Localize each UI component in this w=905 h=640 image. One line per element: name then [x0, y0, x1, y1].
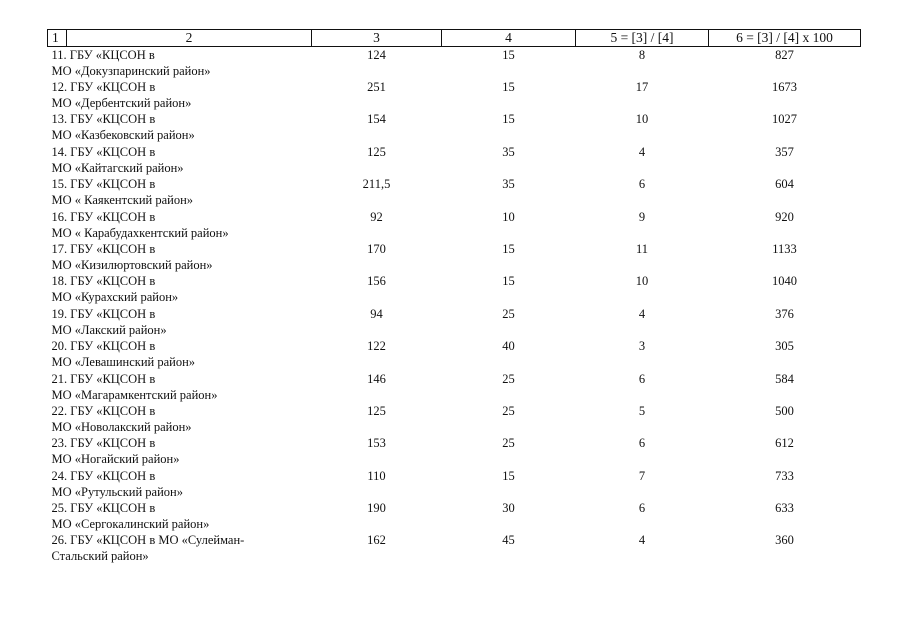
value-cell-c4: 25 — [502, 436, 515, 451]
value-cell-c6: 305 — [775, 339, 794, 354]
institution-name-cell — [48, 532, 312, 564]
institution-name-line2: МО «Новолакский район» — [51, 419, 192, 434]
value-cell-c6: 500 — [775, 403, 794, 418]
institution-name-cell — [48, 403, 312, 435]
value-cell-c4: 45 — [502, 533, 515, 548]
institution-name-cell — [48, 273, 312, 305]
value-cell-c3: 94 — [370, 306, 383, 321]
value-cell-c6: 1673 — [772, 80, 797, 94]
value-cell-c4: 35 — [502, 144, 515, 159]
value-cell-c5: 10 — [635, 274, 649, 289]
header-row — [48, 30, 861, 47]
value-cell-c5: 6 — [638, 371, 646, 386]
institution-name-cell — [48, 500, 312, 532]
institution-name-line2: МО «Лакский район» — [51, 322, 167, 337]
value-cell-c5: 17 — [635, 80, 649, 94]
institution-name-line2: МО «Дербентский район» — [51, 96, 192, 110]
institution-name-cell — [48, 338, 312, 370]
institution-name-line2: МО «Магарамкентский район» — [51, 387, 218, 402]
value-cell-c5: 11 — [635, 241, 649, 256]
table-row — [48, 79, 861, 111]
value-cell-c5: 4 — [638, 144, 646, 159]
header-col-3: 3 — [312, 30, 442, 47]
table-row — [48, 47, 861, 80]
institution-name-line1: 24. ГБУ «КЦСОН в — [51, 468, 156, 483]
value-cell-c4: 10 — [502, 209, 515, 224]
table-row — [48, 111, 861, 143]
table-row — [48, 241, 861, 273]
value-cell-c6: 376 — [775, 306, 794, 321]
value-cell-c6: 612 — [775, 436, 794, 451]
table-row — [48, 468, 861, 500]
value-cell-c3: 211,5 — [362, 177, 391, 192]
value-cell-c5: 7 — [638, 468, 646, 483]
institution-name-line1: 21. ГБУ «КЦСОН в — [51, 371, 156, 386]
value-cell-c6: 604 — [775, 177, 794, 192]
institution-name-line2: Стальский район» — [51, 549, 149, 564]
institution-name-line2: МО «Кайтагский район» — [51, 160, 184, 175]
institution-name-line1: 14. ГБУ «КЦСОН в — [51, 144, 156, 159]
value-cell-c4: 35 — [502, 177, 515, 192]
value-cell-c6: 827 — [775, 48, 794, 62]
institution-name-line2: МО «Ногайский район» — [51, 452, 180, 467]
value-cell-c5: 6 — [638, 436, 646, 451]
institution-name-line1: 12. ГБУ «КЦСОН в — [51, 80, 156, 94]
data-table — [47, 29, 861, 565]
value-cell-c3: 124 — [367, 48, 386, 62]
value-cell-c4: 15 — [502, 241, 515, 256]
value-cell-c3: 154 — [367, 112, 386, 127]
value-cell-c4: 15 — [502, 80, 515, 94]
value-cell-c5: 10 — [635, 112, 649, 127]
institution-name-line1: 23. ГБУ «КЦСОН в — [51, 436, 156, 451]
value-cell-c3: 125 — [367, 144, 386, 159]
header-col-1: 1 — [48, 30, 67, 47]
value-cell-c5: 5 — [638, 403, 646, 418]
value-cell-c4: 25 — [502, 403, 515, 418]
value-cell-c5: 6 — [638, 501, 646, 516]
value-cell-c3: 122 — [367, 339, 386, 354]
institution-name-cell — [48, 306, 312, 338]
institution-name-line1: 18. ГБУ «КЦСОН в — [51, 274, 156, 289]
table-row — [48, 209, 861, 241]
value-cell-c6: 357 — [775, 144, 794, 159]
institution-name-cell — [48, 435, 312, 467]
value-cell-c5: 9 — [638, 209, 646, 224]
value-cell-c5: 6 — [638, 177, 646, 192]
table-row — [48, 532, 861, 564]
value-cell-c4: 25 — [502, 371, 515, 386]
value-cell-c6: 920 — [775, 209, 794, 224]
institution-name-line1: 15. ГБУ «КЦСОН в — [51, 177, 156, 192]
table-row — [48, 144, 861, 176]
header-col-6: 6 = [3] / [4] x 100 — [709, 30, 861, 47]
institution-name-cell — [48, 144, 312, 176]
value-cell-c4: 25 — [502, 306, 515, 321]
value-cell-c3: 162 — [367, 533, 386, 548]
value-cell-c6: 360 — [775, 533, 794, 548]
value-cell-c6: 584 — [775, 371, 794, 386]
value-cell-c3: 153 — [367, 436, 386, 451]
table-row — [48, 435, 861, 467]
value-cell-c3: 190 — [367, 501, 386, 516]
value-cell-c6: 1133 — [772, 241, 797, 256]
institution-name-cell — [48, 468, 312, 500]
value-cell-c3: 125 — [367, 403, 386, 418]
institution-name-line1: 22. ГБУ «КЦСОН в — [51, 403, 156, 418]
institution-name-line2: МО «Сергокалинский район» — [51, 517, 210, 532]
institution-name-cell — [48, 111, 312, 143]
value-cell-c4: 30 — [502, 501, 515, 516]
institution-name-line2: МО « Карабудахкентский район» — [51, 225, 229, 240]
value-cell-c6: 1040 — [772, 274, 797, 289]
institution-name-line2: МО « Каякентский район» — [51, 193, 194, 208]
value-cell-c6: 1027 — [772, 112, 797, 127]
table-row — [48, 371, 861, 403]
value-cell-c6: 633 — [775, 501, 794, 516]
table-row — [48, 176, 861, 208]
institution-name-line1: 19. ГБУ «КЦСОН в — [51, 306, 156, 321]
header-col-4: 4 — [442, 30, 576, 47]
institution-name-line1: 20. ГБУ «КЦСОН в — [51, 339, 156, 354]
header-col-5: 5 = [3] / [4] — [576, 30, 709, 47]
value-cell-c5: 4 — [638, 306, 646, 321]
value-cell-c3: 170 — [367, 241, 386, 256]
value-cell-c4: 15 — [502, 48, 515, 62]
institution-name-line1: 26. ГБУ «КЦСОН в МО «Сулейман- — [51, 533, 245, 548]
table-row — [48, 306, 861, 338]
value-cell-c3: 92 — [370, 209, 383, 224]
value-cell-c3: 156 — [367, 274, 386, 289]
value-cell-c4: 15 — [502, 274, 515, 289]
table-row — [48, 403, 861, 435]
institution-name-line2: МО «Казбековский район» — [51, 128, 195, 143]
institution-name-line2: МО «Левашинский район» — [51, 355, 196, 370]
institution-name-line2: МО «Кизилюртовский район» — [51, 257, 213, 272]
institution-name-cell — [48, 79, 312, 111]
institution-name-line1: 13. ГБУ «КЦСОН в — [51, 112, 156, 127]
table-body — [48, 47, 861, 565]
value-cell-c3: 146 — [367, 371, 386, 386]
institution-name-line2: МО «Докузпаринский район» — [51, 64, 211, 78]
institution-name-cell — [48, 241, 312, 273]
table-row — [48, 338, 861, 370]
value-cell-c6: 733 — [775, 468, 794, 483]
value-cell-c4: 15 — [502, 112, 515, 127]
value-cell-c5: 3 — [638, 339, 646, 354]
value-cell-c5: 8 — [638, 48, 646, 62]
value-cell-c5: 4 — [638, 533, 646, 548]
table-header — [48, 30, 861, 47]
table-row — [48, 500, 861, 532]
institution-name-line1: 25. ГБУ «КЦСОН в — [51, 501, 156, 516]
header-col-2: 2 — [67, 30, 312, 47]
table-row — [48, 273, 861, 305]
institution-name-line1: 11. ГБУ «КЦСОН в — [51, 48, 155, 62]
institution-name-line2: МО «Рутульский район» — [51, 484, 183, 499]
institution-name-line1: 17. ГБУ «КЦСОН в — [51, 241, 156, 256]
value-cell-c3: 251 — [367, 80, 386, 94]
institution-name-cell — [48, 209, 312, 241]
value-cell-c4: 40 — [502, 339, 515, 354]
institution-name-cell — [48, 47, 312, 80]
institution-name-cell — [48, 176, 312, 208]
institution-name-line2: МО «Курахский район» — [51, 290, 179, 305]
institution-name-line1: 16. ГБУ «КЦСОН в — [51, 209, 156, 224]
value-cell-c3: 110 — [367, 468, 386, 483]
institution-name-cell — [48, 371, 312, 403]
value-cell-c4: 15 — [502, 468, 515, 483]
